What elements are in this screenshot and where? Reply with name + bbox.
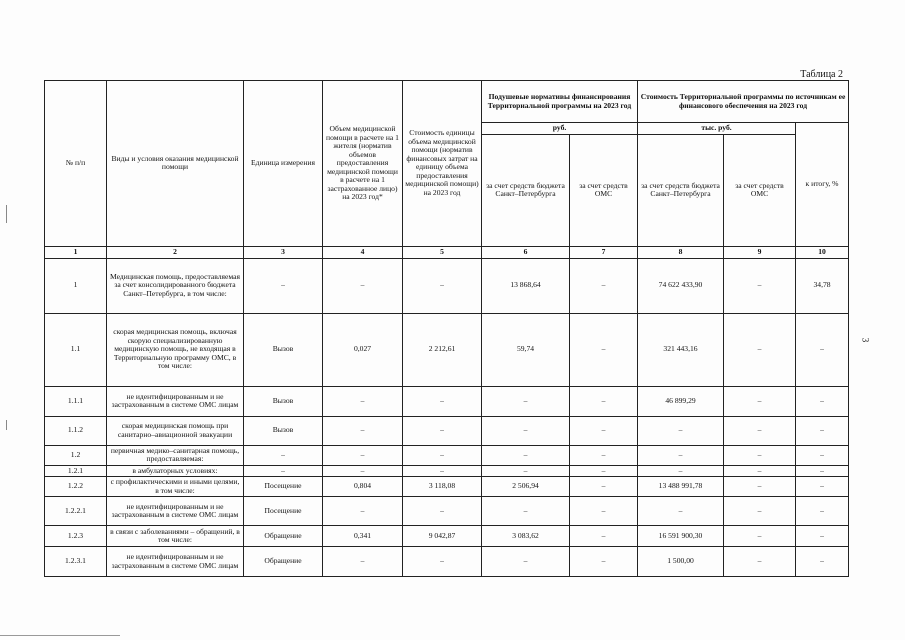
row-value-cell: 59,74 xyxy=(482,313,570,386)
row-number-cell: 1.2.2 xyxy=(45,477,107,497)
header-budget-per-capita: за счет средств бюджета Санкт–Петербурга xyxy=(482,134,570,246)
row-value-cell: – xyxy=(403,416,482,445)
row-value-cell: 3 083,62 xyxy=(482,526,570,547)
row-value-cell: – xyxy=(570,313,638,386)
row-value-cell: – xyxy=(482,497,570,526)
scan-edge-mark xyxy=(6,420,7,430)
row-number-cell: 1.2 xyxy=(45,445,107,465)
scan-bottom-edge xyxy=(0,635,120,636)
row-value-cell: 321 443,16 xyxy=(638,313,724,386)
row-value-cell: – xyxy=(570,258,638,313)
row-value-cell: – xyxy=(403,547,482,577)
row-value-cell: – xyxy=(482,445,570,465)
header-oms-per-capita: за счет средств ОМС xyxy=(570,134,638,246)
row-value-cell: – xyxy=(638,465,724,477)
row-value-cell: 13 488 991,78 xyxy=(638,477,724,497)
row-value-cell: – xyxy=(570,526,638,547)
column-number: 1 xyxy=(45,246,107,258)
row-value-cell: 1 500,00 xyxy=(638,547,724,577)
row-number-cell: 1 xyxy=(45,258,107,313)
row-value-cell: – xyxy=(724,547,796,577)
header-per-capita-group: Подушевые нормативы финансирования Территориальной программы на 2023 год xyxy=(482,81,638,123)
row-number-cell: 1.1.1 xyxy=(45,386,107,416)
table-label: Таблица 2 xyxy=(800,69,843,80)
row-value-cell: – xyxy=(796,445,849,465)
row-value-cell: – xyxy=(796,465,849,477)
row-value-cell: – xyxy=(724,416,796,445)
table-row xyxy=(45,445,849,465)
row-value-cell: – xyxy=(482,547,570,577)
row-value-cell: 0,341 xyxy=(323,526,403,547)
row-value-cell: – xyxy=(638,497,724,526)
row-value-cell: – xyxy=(724,386,796,416)
scan-edge-mark xyxy=(6,205,7,223)
row-value-cell: 74 622 433,90 xyxy=(638,258,724,313)
table-row xyxy=(45,313,849,386)
row-value-cell: 16 591 900,30 xyxy=(638,526,724,547)
row-value-cell: – xyxy=(323,386,403,416)
row-value-cell: – xyxy=(482,386,570,416)
row-name-cell: с профилактическими и иными целями, в том числе: xyxy=(107,477,244,497)
row-name-cell: не идентифицированным и не застрахованным в системе ОМС лицам xyxy=(107,547,244,577)
header-type: Виды и условия оказания медицинской помощи xyxy=(107,81,244,247)
row-value-cell: – xyxy=(403,465,482,477)
row-value-cell: – xyxy=(724,258,796,313)
row-value-cell: 2 212,61 xyxy=(403,313,482,386)
row-value-cell: – xyxy=(323,547,403,577)
row-value-cell: 3 118,08 xyxy=(403,477,482,497)
row-value-cell: – xyxy=(323,497,403,526)
row-value-cell: – xyxy=(724,445,796,465)
row-value-cell: – xyxy=(638,445,724,465)
row-value-cell: – xyxy=(570,497,638,526)
row-value-cell: – xyxy=(796,477,849,497)
column-number: 2 xyxy=(107,246,244,258)
row-name-cell: скорая медицинская помощь при санитарно–авиационной эвакуации xyxy=(107,416,244,445)
row-number-cell: 1.2.3.1 xyxy=(45,547,107,577)
row-value-cell: 9 042,87 xyxy=(403,526,482,547)
header-thousand-rub-unit: тыс. руб. xyxy=(638,123,796,135)
row-value-cell: – xyxy=(323,445,403,465)
column-number: 9 xyxy=(724,246,796,258)
column-number: 4 xyxy=(323,246,403,258)
row-name-cell: Медицинская помощь, предоставляемая за счет консолидированного бюджета Санкт–Петербурга, в том числе: xyxy=(107,258,244,313)
row-value-cell: – xyxy=(570,465,638,477)
row-value-cell: Посещение xyxy=(244,497,323,526)
row-value-cell: – xyxy=(724,526,796,547)
row-value-cell: – xyxy=(724,313,796,386)
row-value-cell: – xyxy=(796,497,849,526)
row-value-cell: 2 506,94 xyxy=(482,477,570,497)
row-value-cell: – xyxy=(403,497,482,526)
row-value-cell: Посещение xyxy=(244,477,323,497)
row-value-cell: – xyxy=(482,416,570,445)
row-name-cell: не идентифицированным и не застрахованным в системе ОМС лицам xyxy=(107,386,244,416)
row-value-cell: 34,78 xyxy=(796,258,849,313)
row-number-cell: 1.2.2.1 xyxy=(45,497,107,526)
row-value-cell: – xyxy=(244,465,323,477)
table-row xyxy=(45,547,849,577)
row-value-cell: Вызов xyxy=(244,386,323,416)
row-name-cell: в амбулаторных условиях: xyxy=(107,465,244,477)
table-row xyxy=(45,386,849,416)
budget-table xyxy=(44,80,849,577)
row-value-cell: – xyxy=(570,416,638,445)
row-name-cell: первичная медико–санитарная помощь, предоставляемая: xyxy=(107,445,244,465)
row-value-cell: – xyxy=(724,465,796,477)
row-value-cell: 46 899,29 xyxy=(638,386,724,416)
table-row xyxy=(45,258,849,313)
table-row xyxy=(45,465,849,477)
row-value-cell: – xyxy=(482,465,570,477)
table-body xyxy=(45,258,849,577)
row-value-cell: Обращение xyxy=(244,526,323,547)
row-value-cell: – xyxy=(796,526,849,547)
row-value-cell: Вызов xyxy=(244,416,323,445)
row-value-cell: – xyxy=(796,313,849,386)
row-value-cell: – xyxy=(244,445,323,465)
row-name-cell: скорая медицинская помощь, включая скорую специализированную медицинскую помощь, не входящая в Территориальную программу ОМС, в том числе: xyxy=(107,313,244,386)
header-unit-cost: Стоимость единицы объема медицинской помощи (норматив финансовых затрат на единицу объема предоставления медицинской помощи) на 2023 год xyxy=(403,81,482,247)
row-value-cell: 0,804 xyxy=(323,477,403,497)
page-side-mark: 3 xyxy=(859,337,870,343)
row-number-cell: 1.1.2 xyxy=(45,416,107,445)
column-number: 10 xyxy=(796,246,849,258)
row-value-cell: 0,027 xyxy=(323,313,403,386)
table-row xyxy=(45,416,849,445)
row-value-cell: – xyxy=(796,416,849,445)
header-rub-unit: руб. xyxy=(482,123,638,135)
row-value-cell: – xyxy=(323,258,403,313)
row-value-cell: – xyxy=(796,547,849,577)
row-number-cell: 1.2.3 xyxy=(45,526,107,547)
row-value-cell: – xyxy=(724,477,796,497)
row-value-cell: – xyxy=(244,258,323,313)
column-number: 7 xyxy=(570,246,638,258)
header-unit: Единица измерения xyxy=(244,81,323,247)
table-row xyxy=(45,497,849,526)
header-budget-cost: за счет средств бюджета Санкт–Петербурга xyxy=(638,134,724,246)
row-value-cell: – xyxy=(796,386,849,416)
table-row xyxy=(45,477,849,497)
column-number: 8 xyxy=(638,246,724,258)
header-oms-cost: за счет средств ОМС xyxy=(724,134,796,246)
header-volume: Объем медицинской помощи в расчете на 1 жителя (норматив объемов предоставления медицинской помощи в расчете на 1 застрахованное лицо) на 2023 год* xyxy=(323,81,403,247)
row-value-cell: – xyxy=(638,416,724,445)
row-value-cell: – xyxy=(403,258,482,313)
row-value-cell: – xyxy=(403,386,482,416)
row-value-cell: Обращение xyxy=(244,547,323,577)
row-name-cell: в связи с заболеваниями – обращений, в том числе: xyxy=(107,526,244,547)
header-share-total: к итогу, % xyxy=(796,123,849,247)
row-value-cell: – xyxy=(403,445,482,465)
header-number: № п/п xyxy=(45,81,107,247)
row-value-cell: – xyxy=(570,547,638,577)
row-value-cell: – xyxy=(570,445,638,465)
row-value-cell: – xyxy=(724,497,796,526)
row-value-cell: – xyxy=(570,386,638,416)
table-row xyxy=(45,526,849,547)
row-value-cell: – xyxy=(323,465,403,477)
row-number-cell: 1.1 xyxy=(45,313,107,386)
column-number: 5 xyxy=(403,246,482,258)
column-number: 3 xyxy=(244,246,323,258)
row-value-cell: – xyxy=(570,477,638,497)
row-value-cell: Вызов xyxy=(244,313,323,386)
row-value-cell: 13 868,64 xyxy=(482,258,570,313)
row-value-cell: – xyxy=(323,416,403,445)
header-program-cost-group: Стоимость Территориальной программы по источникам ее финансового обеспечения на 2023 год xyxy=(638,81,849,123)
row-number-cell: 1.2.1 xyxy=(45,465,107,477)
column-number: 6 xyxy=(482,246,570,258)
row-name-cell: не идентифицированным и не застрахованным в системе ОМС лицам xyxy=(107,497,244,526)
